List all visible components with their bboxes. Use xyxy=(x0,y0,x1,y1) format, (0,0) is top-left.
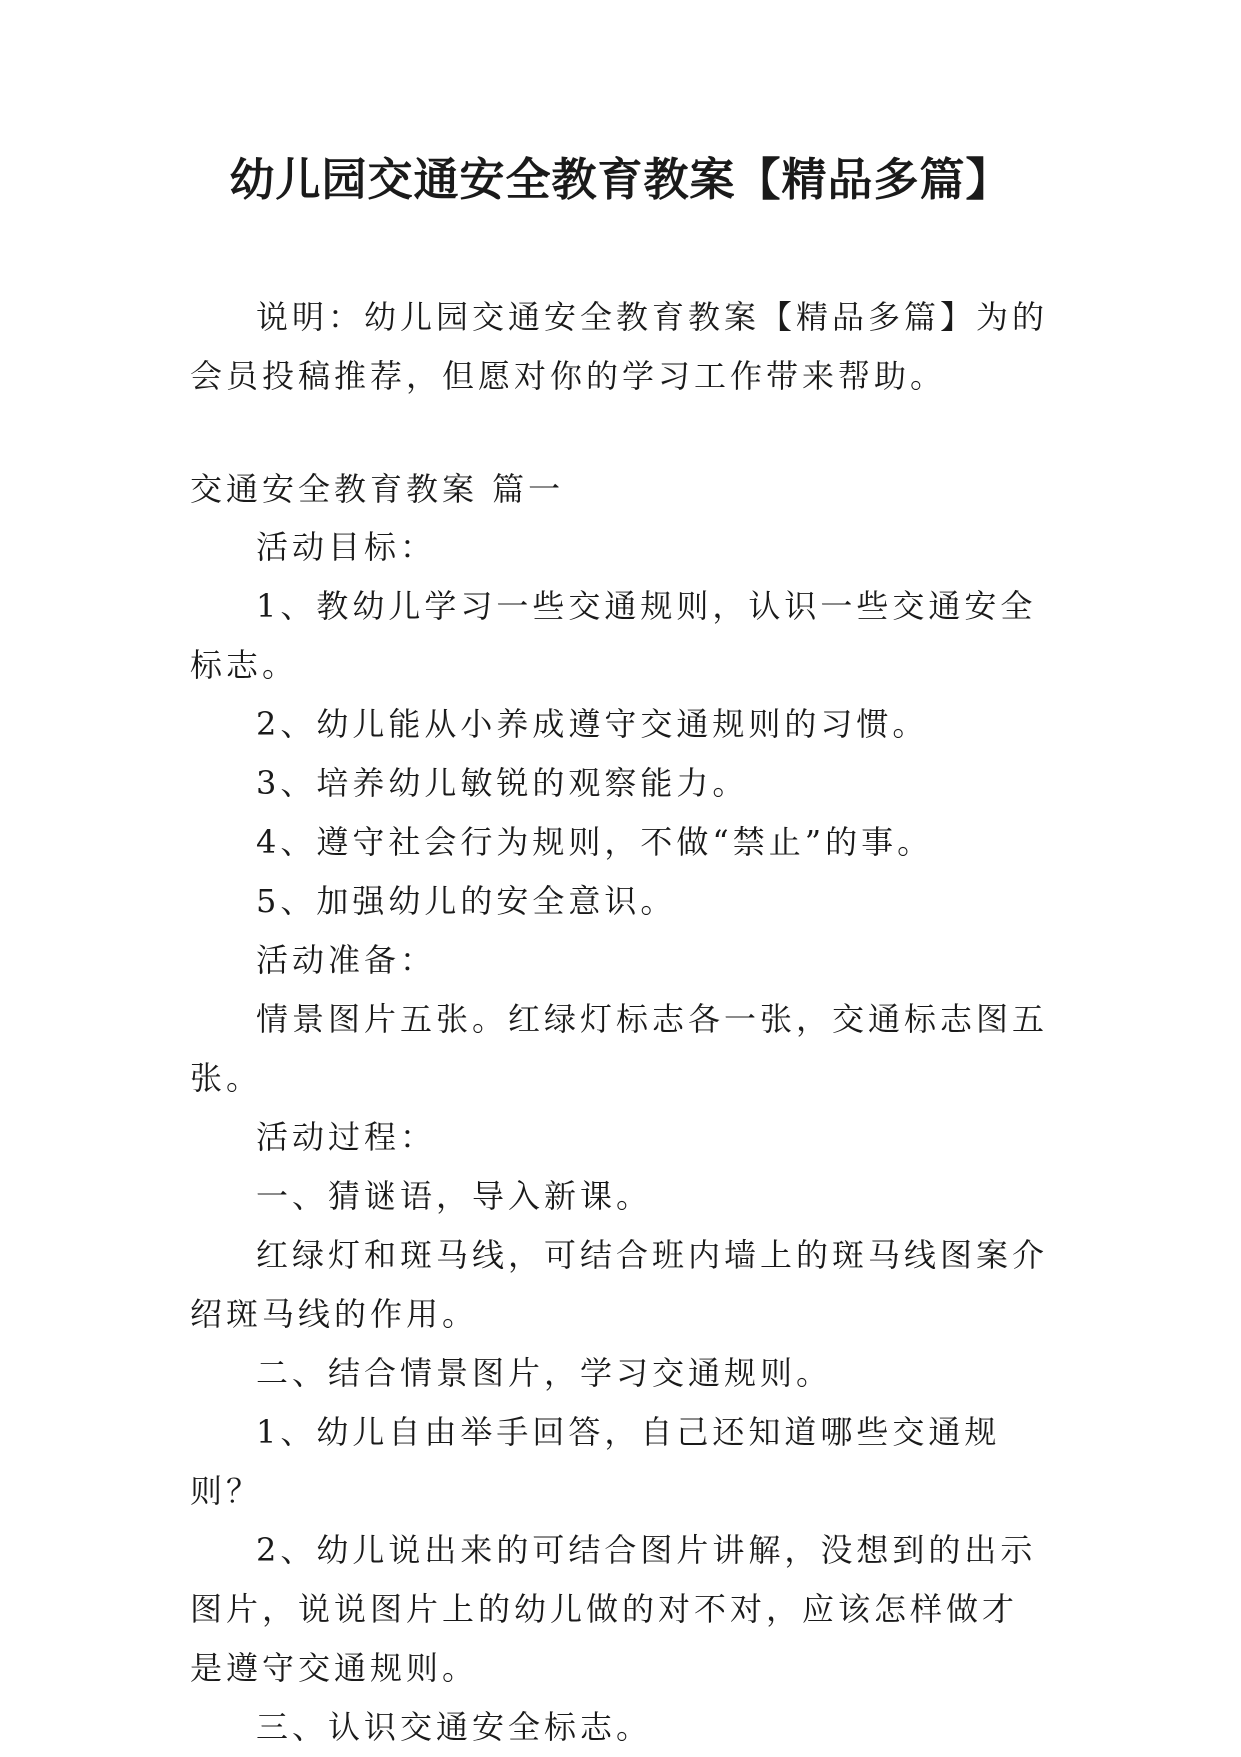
paragraph-goal-5: 5、加强幼儿的安全意识。 xyxy=(256,882,677,920)
paragraph-process-heading: 活动过程： xyxy=(256,1118,437,1156)
paragraph-goal-4: 4、遵守社会行为规则，不做“禁止”的事。 xyxy=(256,823,934,861)
paragraph-goal-3: 3、培养幼儿敏锐的观察能力。 xyxy=(256,764,749,802)
paragraph-step-2: 二、结合情景图片，学习交通规则。 xyxy=(256,1354,833,1392)
section-heading: 交通安全教育教案 篇一 xyxy=(190,470,565,508)
paragraph-prep-materials: 情景图片五张。红绿灯标志各一张，交通标志图五张。 xyxy=(190,1000,1049,1097)
paragraph-step-1-detail: 红绿灯和斑马线，可结合班内墙上的斑马线图案介绍斑马线的作用。 xyxy=(190,1236,1049,1333)
paragraph-step-2-item-1: 1、幼儿自由举手回答，自己还知道哪些交通规则？ xyxy=(190,1413,1001,1510)
paragraph-step-1: 一、猜谜语，导入新课。 xyxy=(256,1177,653,1215)
paragraph-goal-1: 1、教幼儿学习一些交通规则，认识一些交通安全标志。 xyxy=(190,587,1037,684)
paragraph-step-3: 三、认识交通安全标志。 xyxy=(256,1708,653,1746)
intro-paragraph: 说明：幼儿园交通安全教育教案【精品多篇】为的会员投稿推荐，但愿对你的学习工作带来帮助。 xyxy=(190,298,1049,395)
lesson-body xyxy=(190,518,1050,1757)
paragraph-goal-2: 2、幼儿能从小养成遵守交通规则的习惯。 xyxy=(256,705,929,743)
paragraph-prep-heading: 活动准备： xyxy=(256,941,437,979)
paragraph-step-2-item-2: 2、幼儿说出来的可结合图片讲解，没想到的出示图片，说说图片上的幼儿做的对不对，应该怎样做才是遵守交通规则。 xyxy=(190,1531,1037,1687)
paragraph-goals-heading: 活动目标： xyxy=(256,528,437,566)
document-title: 幼儿园交通安全教育教案【精品多篇】 xyxy=(229,153,1012,206)
